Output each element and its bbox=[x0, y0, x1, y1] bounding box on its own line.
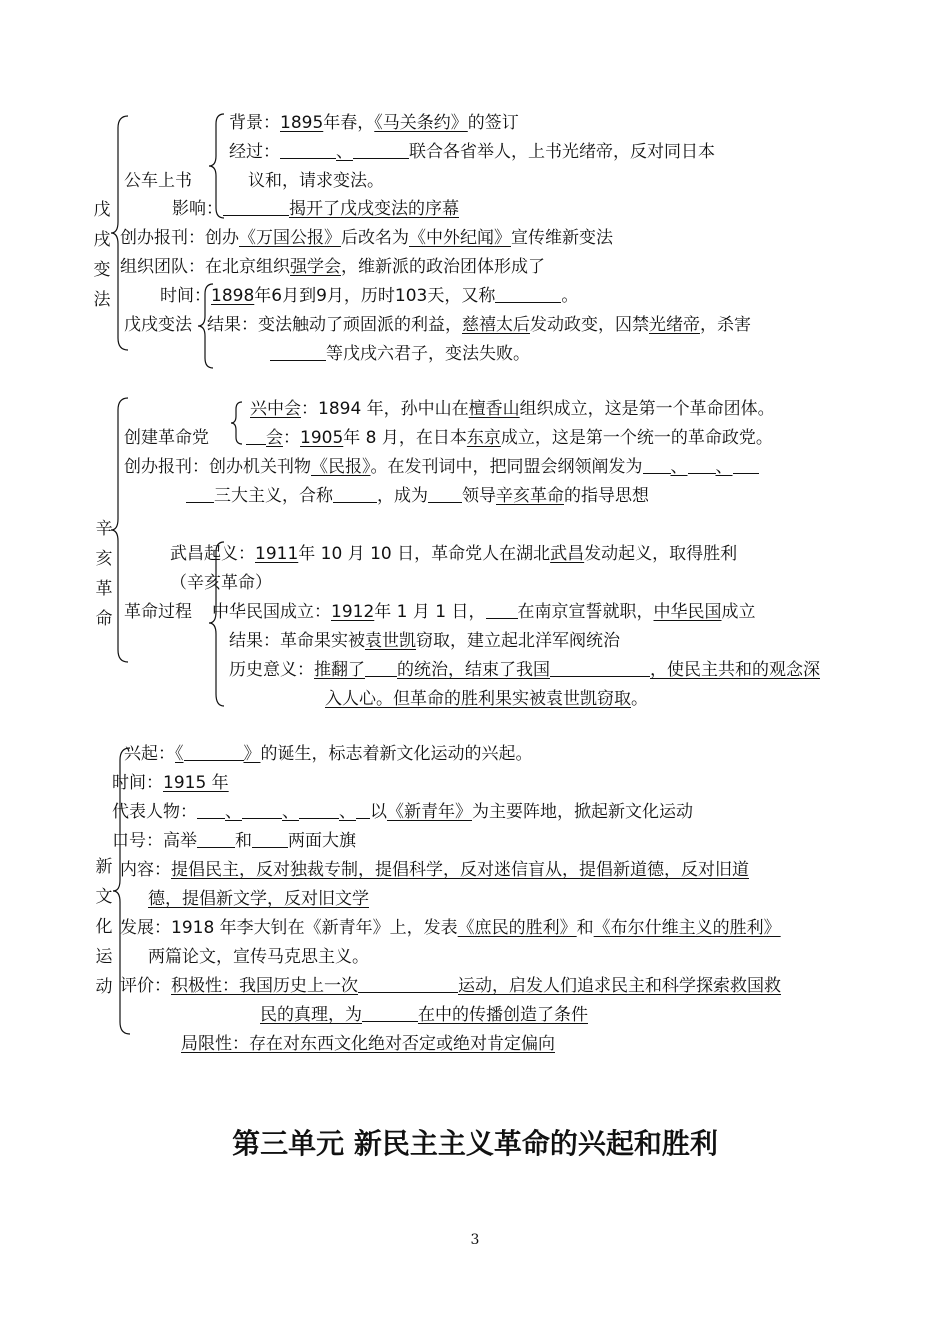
tmh-line: 会：1905年 8 月，在日本东京成立，这是第一个统一的革命政党。 bbox=[246, 426, 773, 450]
gc-label: 革命过程 bbox=[124, 602, 192, 622]
xq-line: 兴起：《 》的诞生，标志着新文化运动的兴起。 bbox=[124, 744, 533, 764]
unit-title: 第三单元 新民主主义革命的兴起和胜利 bbox=[232, 1127, 718, 1160]
nr-cont: 德，提倡新文学，反对旧文学 bbox=[148, 889, 369, 909]
gongche-label: 公车上书 bbox=[124, 171, 192, 191]
wc-sub: （辛亥革命） bbox=[170, 573, 272, 593]
minbao-line: 创办报刊：创办机关刊物《民报》。在发刊词中，把同盟会纲领阐发为 、 、 bbox=[124, 455, 759, 479]
kh-line: 口号：高举 和 两面大旗 bbox=[112, 831, 356, 851]
blank bbox=[643, 455, 671, 474]
side-char: 辛 bbox=[95, 519, 113, 539]
side-char: 变 bbox=[93, 260, 111, 280]
fz-cont: 两篇论文，宣传马克思主义。 bbox=[148, 947, 369, 967]
side-char: 运 bbox=[95, 947, 113, 967]
blank bbox=[362, 1003, 418, 1022]
pj-cont: 民的真理，为 在中的传播创造了条件 bbox=[260, 1005, 588, 1025]
jg-line: 结果：革命果实被袁世凯窃取，建立起北洋军阀统治 bbox=[229, 631, 620, 651]
blank bbox=[495, 284, 561, 303]
jg-cont: 议和，请求变法。 bbox=[248, 171, 384, 191]
jx-line: 局限性：存在对东西文化绝对否定或绝对肯定偏向 bbox=[181, 1034, 555, 1054]
blank bbox=[186, 484, 214, 503]
zz-line: 组织团队：在北京组织强学会，维新派的政治团体形成了 bbox=[120, 257, 545, 277]
jieguo-line: 结果：变法触动了顽固派的利益，慈禧太后发动政变，囚禁光绪帝，杀害 bbox=[207, 315, 751, 335]
sanmin-line: 三大主义，合称 ，成为 领导辛亥革命的指导思想 bbox=[186, 484, 649, 508]
blank bbox=[246, 426, 266, 445]
blank bbox=[299, 800, 339, 819]
jg-line: 经过： 、 联合各省举人，上书光绪帝，反对同日本 bbox=[229, 142, 715, 162]
blank bbox=[270, 342, 326, 361]
xwh-side-label bbox=[93, 852, 115, 1002]
blank bbox=[197, 829, 235, 848]
blank bbox=[356, 800, 370, 819]
blank bbox=[197, 800, 225, 819]
wc-line: 武昌起义：1911年 10 月 10 日，革命党人在湖北武昌发动起义，取得胜利 bbox=[170, 544, 738, 564]
blank bbox=[333, 484, 377, 503]
side-char: 亥 bbox=[95, 549, 113, 569]
blank bbox=[733, 455, 759, 474]
side-char: 文 bbox=[95, 887, 113, 907]
wuxu-side-label bbox=[91, 195, 113, 315]
page-number: 3 bbox=[470, 1232, 480, 1248]
liujunzi-line: 等戊戌六君子，变法失败。 bbox=[270, 342, 530, 366]
sj-line: 时间：1898年6月到9月，历时103天，又称 。 bbox=[160, 286, 579, 306]
bf-label: 戊戌变法 bbox=[124, 315, 192, 335]
mg-line: 中华民国成立：1912年 1 月 1 日， 在南京宣誓就职，中华民国成立 bbox=[212, 602, 756, 622]
side-char: 新 bbox=[95, 857, 113, 877]
pj-line: 评价：积极性：我国历史上一次 运动，启发人们追求民主和科学探索救国救 bbox=[120, 976, 781, 996]
blank bbox=[280, 140, 336, 159]
blank bbox=[184, 742, 244, 761]
blank bbox=[358, 974, 458, 993]
side-char: 戌 bbox=[93, 230, 111, 250]
side-char: 动 bbox=[95, 977, 113, 997]
sj-line: 时间：1915 年 bbox=[112, 773, 229, 793]
blank bbox=[252, 829, 288, 848]
ls-cont: 入人心。但革命的胜利果实被袁世凯窃取。 bbox=[325, 689, 648, 709]
bg-line: 背景：1895年春，《马关条约》的签订 bbox=[229, 113, 519, 133]
bk-line: 创办报刊：创办《万国公报》后改名为《中外纪闻》宣传维新变法 bbox=[120, 228, 613, 248]
side-char: 革 bbox=[95, 579, 113, 599]
blank bbox=[353, 140, 409, 159]
side-char: 戊 bbox=[93, 200, 111, 220]
yx-line: 影响： 揭开了戊戌变法的序幕 bbox=[172, 199, 459, 219]
chuangjian-label: 创建革命党 bbox=[124, 428, 209, 448]
dang-brace bbox=[228, 400, 248, 446]
ls-line: 历史意义：推翻了 的统治，结束了我国 ，使民主共和的观念深 bbox=[229, 660, 820, 680]
blank bbox=[688, 455, 716, 474]
blank bbox=[365, 658, 397, 677]
blank bbox=[242, 800, 282, 819]
side-char: 法 bbox=[93, 290, 111, 310]
blank bbox=[550, 658, 650, 677]
blank bbox=[223, 197, 289, 216]
blank bbox=[428, 484, 462, 503]
db-line: 代表人物： 、 、 、 以《新青年》为主要阵地，掀起新文化运动 bbox=[112, 802, 693, 822]
side-char: 化 bbox=[95, 917, 113, 937]
side-char: 命 bbox=[95, 609, 113, 629]
xinhai-side-label bbox=[93, 514, 115, 634]
xzh-line: 兴中会：1894 年，孙中山在檀香山组织成立，这是第一个革命团体。 bbox=[250, 399, 775, 419]
blank bbox=[486, 600, 518, 619]
fz-line: 发展：1918 年李大钊在《新青年》上，发表《庶民的胜利》和《布尔什维主义的胜利》 bbox=[120, 918, 781, 938]
nr-line: 内容：提倡民主，反对独裁专制，提倡科学，反对迷信盲从，提倡新道德，反对旧道 bbox=[120, 860, 749, 880]
